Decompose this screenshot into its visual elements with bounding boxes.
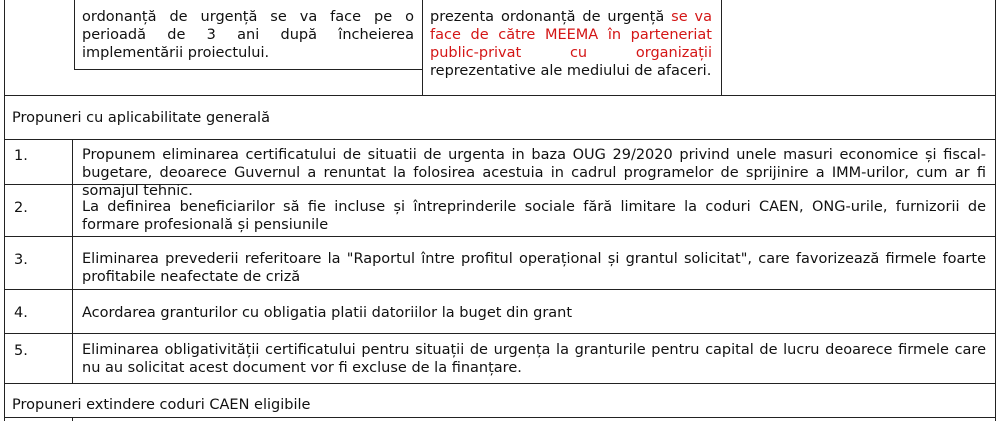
item-number-4: 4. xyxy=(14,305,28,321)
row-border-item-3 xyxy=(4,289,996,290)
top-right-text-red: se va face de către MEEMA în parteneriat public-privat cu organizații xyxy=(430,9,712,61)
top-inner-box-bottom xyxy=(74,69,423,70)
top-col-divider-3 xyxy=(721,0,722,96)
row-border-item-2 xyxy=(4,236,996,237)
row-border-general-header xyxy=(4,139,996,140)
row-border-caen-header xyxy=(4,417,996,418)
table-right-border xyxy=(995,0,996,421)
table-left-border xyxy=(4,0,5,421)
top-col-divider-2 xyxy=(422,0,423,96)
row-border-item-4 xyxy=(4,333,996,334)
item-text-5: Eliminarea obligativității certificatului pentru situații de urgența la granturile pentru capital de lucru deoarece firmele care nu au solicitat acest document vor fi excluse de la finanțare. xyxy=(82,342,986,376)
top-left-text: ordonanță de urgență se va face pe o perioadă de 3 ani după încheierea implementării proiectului. xyxy=(82,9,414,61)
item-text-3: Eliminarea prevederii referitoare la "Raportul între profitul operațional și grantul solicitat", care favorizează firmele foarte profitabile neafectate de criză xyxy=(82,251,986,285)
item-number-5: 5. xyxy=(14,343,28,359)
item-number-3: 3. xyxy=(14,252,28,268)
top-right-text-black-1: prezenta ordonanță de urgență xyxy=(430,9,665,25)
item-number-2: 2. xyxy=(14,200,28,216)
row-border-item-5 xyxy=(4,383,996,384)
item-text-4: Acordarea granturilor cu obligatia platii datoriilor la buget din grant xyxy=(82,305,573,321)
number-col-divider-1 xyxy=(72,139,73,384)
caen-section-title: Propuneri extindere coduri CAEN eligibile xyxy=(12,397,311,413)
top-right-text-black-2: reprezentative ale mediului de afaceri. xyxy=(430,63,712,79)
item-text-2: La definirea beneficiarilor să fie incluse și întreprinderile sociale fără limitare la coduri CAEN, ONG-urile, furnizorii de formare profesională și pensiunile xyxy=(82,199,986,233)
general-section-title: Propuneri cu aplicabilitate generală xyxy=(12,110,270,126)
top-right-text xyxy=(430,8,712,80)
top-col-divider-1 xyxy=(74,0,75,70)
item-text-1: Propunem eliminarea certificatului de situatii de urgenta in baza OUG 29/2020 privind unele masuri economice și fiscal-bugetare, deoarece Guvernul a renuntat la folosirea acestuia in cadrul programelor de sprijinire a IMM-urilor, cum ar fi somajul tehnic. xyxy=(82,147,986,199)
item-number-1: 1. xyxy=(14,148,28,164)
row-border-top-section xyxy=(4,95,996,96)
number-col-divider-2 xyxy=(72,417,73,421)
